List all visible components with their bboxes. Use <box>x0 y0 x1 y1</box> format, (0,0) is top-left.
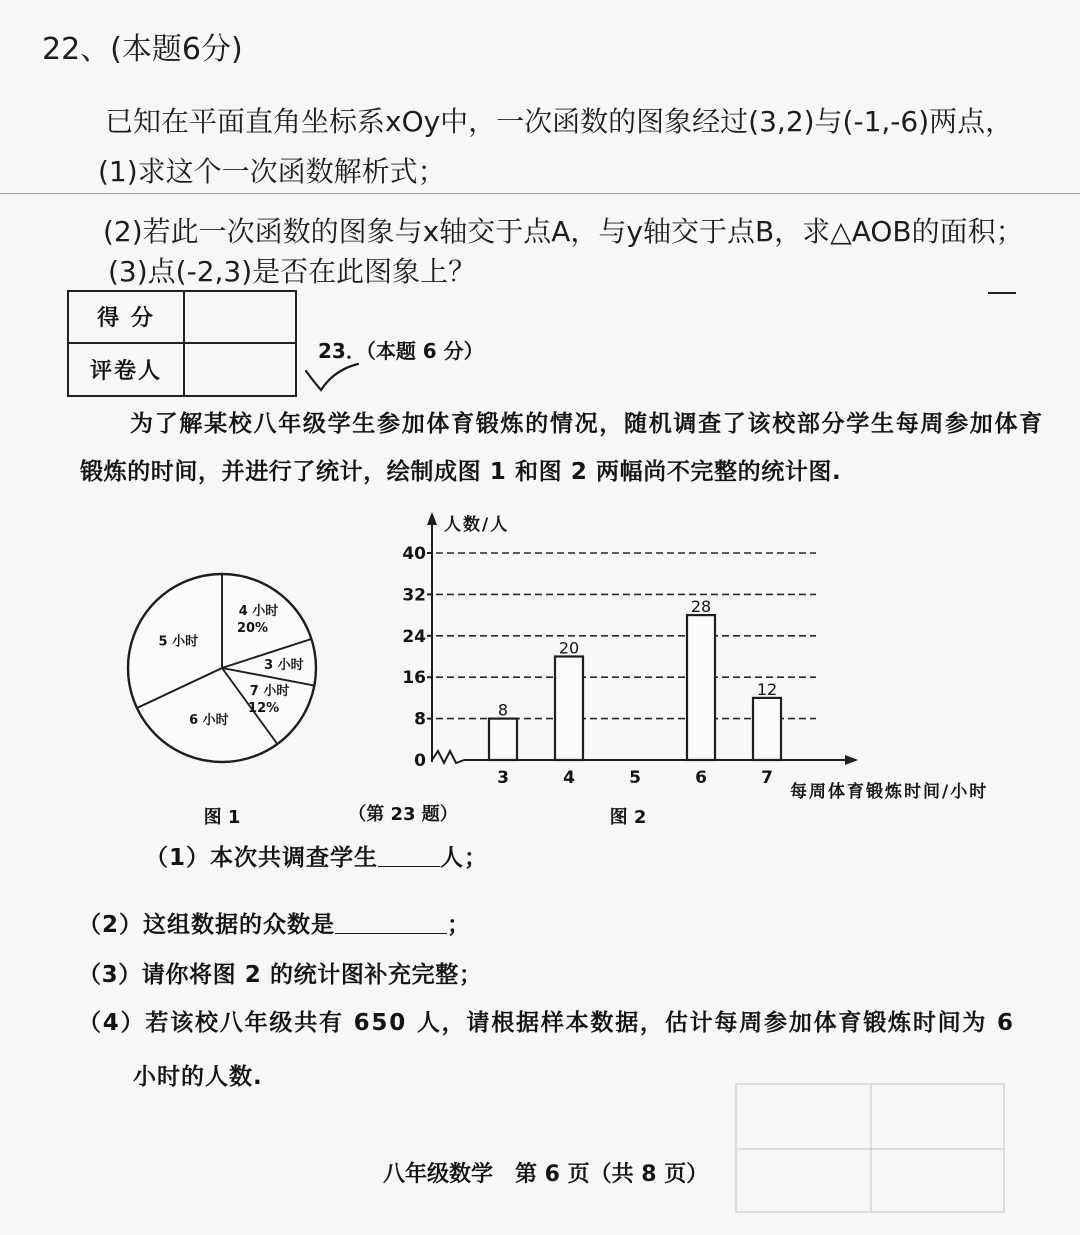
bar-6 <box>687 615 715 760</box>
q23-sub-4-continuation: 小时的人数. <box>133 1064 263 1090</box>
margin-dash <box>988 292 1016 294</box>
pie-label-5: 5 小时 <box>158 634 199 650</box>
q23-title: 23．（本题 6 分） <box>318 339 484 363</box>
score-value-cell <box>185 292 295 344</box>
pie-percent-label-3: 12% <box>248 701 280 717</box>
q23-sub-4: （4）若该校八年级共有 650 人，请根据样本数据，估计每周参加体育锻炼时间为 6 <box>78 1010 1015 1036</box>
y-axis-title: 人数/人 <box>444 515 510 535</box>
q22-title: 22、(本题6分) <box>42 32 243 67</box>
bar-3 <box>489 719 517 760</box>
bar-chart <box>380 500 1020 810</box>
x-axis-arrow <box>845 755 858 765</box>
q23-sub-1-prefix: （1）本次共调查学生 <box>145 845 379 871</box>
score-label: 得 分 <box>97 306 155 332</box>
bar-4 <box>555 657 583 761</box>
bar-data-label-4: 20 <box>558 638 580 658</box>
x-category-label-7: 7 <box>761 768 773 788</box>
q23-intro-line-2: 锻炼的时间，并进行了统计，绘制成图 1 和图 2 两幅尚不完整的统计图. <box>80 459 842 485</box>
grader-label-cell <box>69 344 185 396</box>
question-ref-caption: （第 23 题） <box>348 804 458 825</box>
check-mark <box>300 356 364 396</box>
show-through-box-divider-h <box>737 1148 1003 1150</box>
y-tick-label-0: 0 <box>414 751 426 771</box>
x-category-label-3: 3 <box>497 768 509 788</box>
y-tick-label-8: 8 <box>414 709 426 730</box>
y-tick-label-24: 24 <box>402 626 426 647</box>
y-axis-arrow <box>427 512 437 525</box>
bar-7 <box>753 698 781 760</box>
score-label-cell <box>69 292 185 344</box>
bar-data-label-6: 28 <box>690 597 712 617</box>
y-tick-label-32: 32 <box>402 585 426 606</box>
y-tick-label-16: 16 <box>402 668 426 689</box>
x-category-label-5: 5 <box>629 768 641 788</box>
x-axis-break <box>432 751 464 763</box>
q23-sub-1-suffix: 人； <box>440 845 489 871</box>
q23-sub-2-suffix: ； <box>447 912 472 938</box>
q23-sub-2 <box>78 911 471 939</box>
fold-line <box>0 193 1080 194</box>
pie-label-1: 4 小时 <box>238 603 279 619</box>
q22-line-3: (2)若此一次函数的图象与x轴交于点A，与y轴交于点B，求△AOB的面积； <box>103 215 1024 248</box>
x-category-label-6: 6 <box>695 768 707 788</box>
answer-blank-1 <box>378 844 440 867</box>
bar-data-label-7: 12 <box>756 679 778 699</box>
y-tick-label-40: 40 <box>402 544 426 564</box>
grader-value-cell <box>185 344 295 396</box>
q23-sub-1 <box>145 844 488 872</box>
figure-1-caption: 图 1 <box>203 807 241 828</box>
q22-line-1: 已知在平面直角坐标系xOy中，一次函数的图象经过(3,2)与(-1,-6)两点， <box>105 105 1014 138</box>
q22-line-4: (3)点(-2,3)是否在此图象上？ <box>108 255 477 288</box>
q22-line-2: (1)求这个一次函数解析式； <box>98 155 446 188</box>
show-through-box <box>735 1083 1005 1213</box>
pie-chart <box>120 565 330 775</box>
q23-intro-line-1: 为了解某校八年级学生参加体育锻炼的情况，随机调查了该校部分学生每周参加体育 <box>130 411 1044 437</box>
figure-2-caption: 图 2 <box>609 807 647 828</box>
pie-percent-label-1: 20% <box>236 620 269 636</box>
pie-label-4: 6 小时 <box>189 713 229 728</box>
pie-label-2: 3 小时 <box>264 658 304 674</box>
answer-blank-2 <box>335 911 447 934</box>
score-table <box>67 290 297 397</box>
x-axis-title: 每周体育锻炼时间/小时 <box>790 782 989 802</box>
x-category-label-4: 4 <box>563 768 575 788</box>
pie-label-3: 7 小时 <box>249 684 290 700</box>
page-footer: 八年级数学 第 6 页（共 8 页） <box>383 1162 709 1187</box>
q23-sub-3: （3）请你将图 2 的统计图补充完整； <box>78 962 483 988</box>
q23-sub-2-prefix: （2）这组数据的众数是 <box>78 912 336 938</box>
grader-label: 评卷人 <box>89 358 162 384</box>
bar-data-label-3: 8 <box>497 700 509 720</box>
